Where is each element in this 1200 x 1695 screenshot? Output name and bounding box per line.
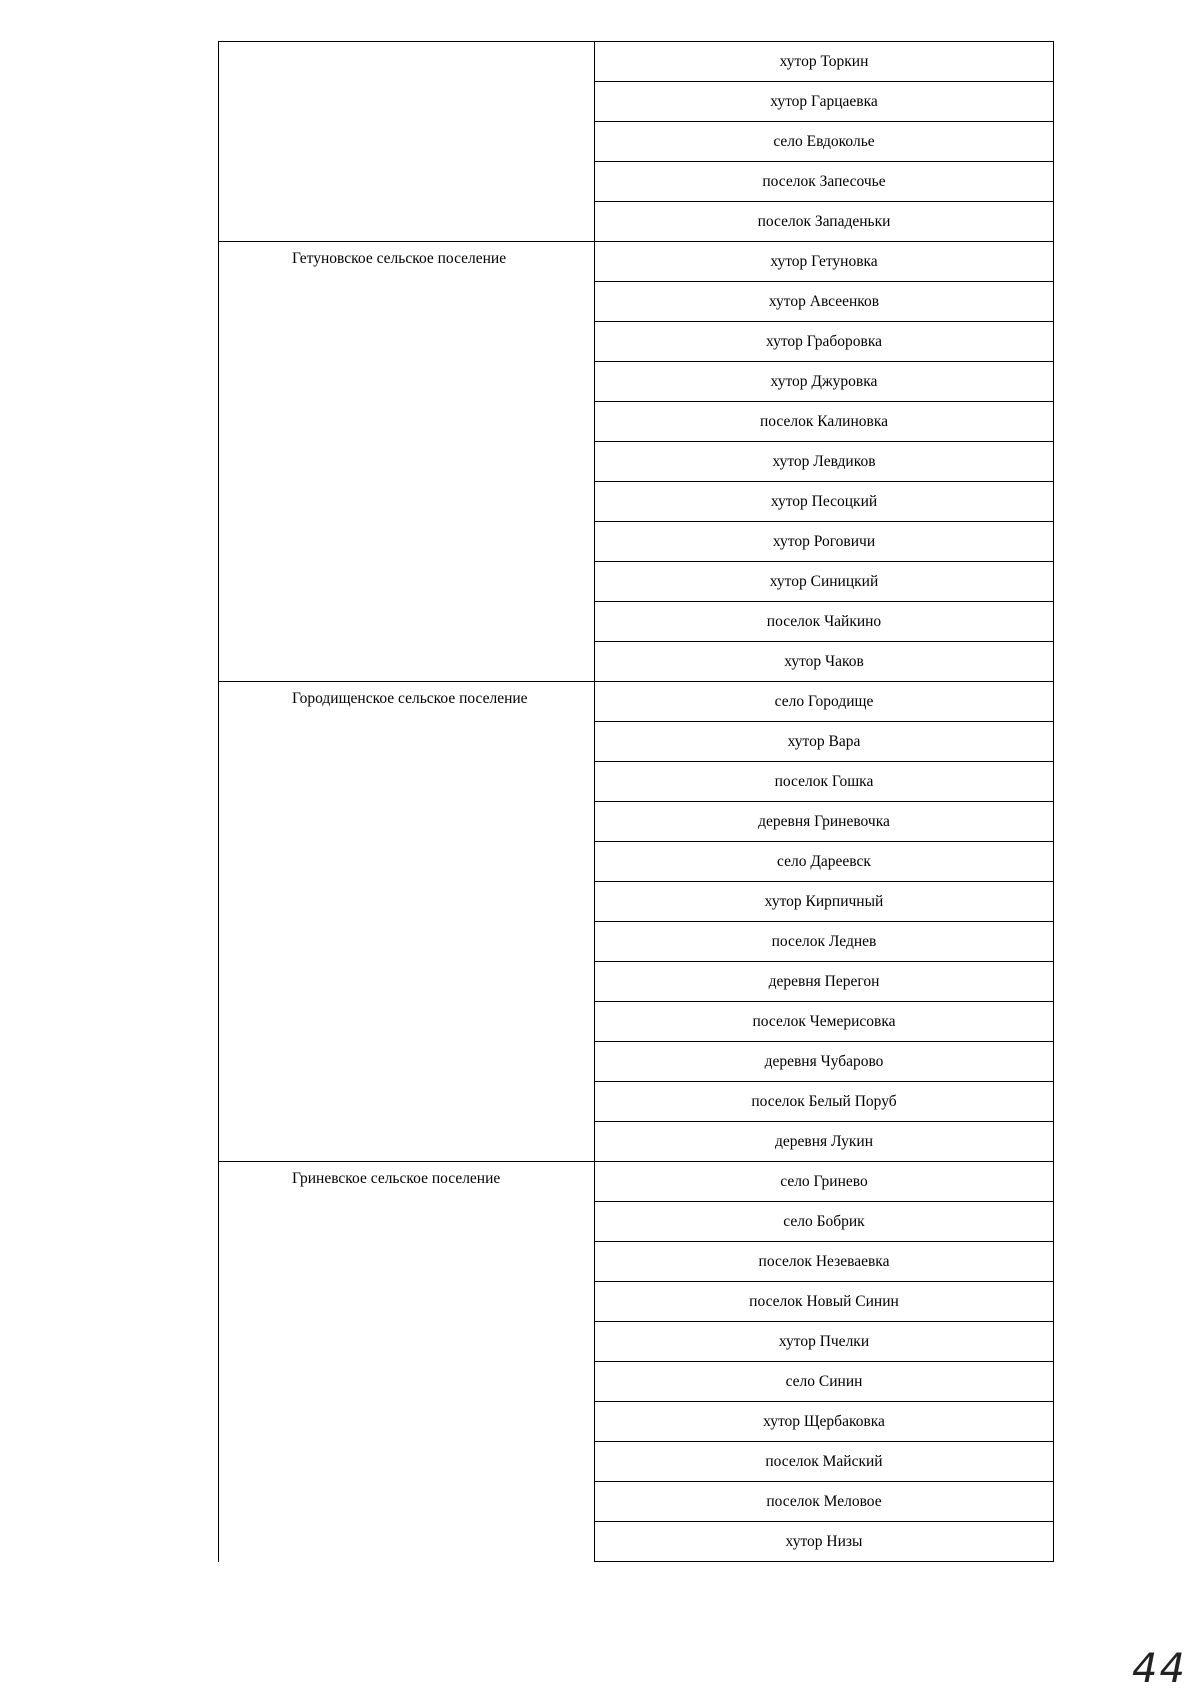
settlement-cell: поселок Майский xyxy=(595,1442,1054,1482)
settlement-cell: хутор Граборовка xyxy=(595,322,1054,362)
settlement-cell: хутор Песоцкий xyxy=(595,482,1054,522)
settlement-cell: поселок Незеваевка xyxy=(595,1242,1054,1282)
settlement-cell: хутор Роговичи xyxy=(595,522,1054,562)
settlement-cell: поселок Новый Синин xyxy=(595,1282,1054,1322)
settlement-cell: поселок Меловое xyxy=(595,1482,1054,1522)
settlement-cell: поселок Белый Поруб xyxy=(595,1082,1054,1122)
settlements-table-body xyxy=(219,42,1054,1562)
settlement-cell: хутор Джуровка xyxy=(595,362,1054,402)
settlement-cell: село Бобрик xyxy=(595,1202,1054,1242)
settlement-cell: поселок Гошка xyxy=(595,762,1054,802)
settlement-cell: поселок Чемерисовка xyxy=(595,1002,1054,1042)
settlement-cell: хутор Гетуновка xyxy=(595,242,1054,282)
municipality-cell: Гетуновское сельское поселение xyxy=(219,242,595,682)
settlement-cell: хутор Щербаковка xyxy=(595,1402,1054,1442)
settlement-cell: село Дареевск xyxy=(595,842,1054,882)
settlement-cell: хутор Левдиков xyxy=(595,442,1054,482)
settlement-cell: хутор Низы xyxy=(595,1522,1054,1562)
municipality-cell: Городищенское сельское поселение xyxy=(219,682,595,1162)
settlement-cell: поселок Запесочье xyxy=(595,162,1054,202)
settlement-cell: хутор Пчелки xyxy=(595,1322,1054,1362)
settlement-cell: поселок Леднев xyxy=(595,922,1054,962)
table-row xyxy=(219,682,1054,722)
page-number: 44 xyxy=(1132,1646,1187,1692)
settlement-cell: поселок Чайкино xyxy=(595,602,1054,642)
municipality-cell xyxy=(219,42,595,242)
settlement-cell: деревня Перегон xyxy=(595,962,1054,1002)
settlement-cell: село Гринево xyxy=(595,1162,1054,1202)
table-row xyxy=(219,42,1054,82)
municipality-cell: Гриневское сельское поселение xyxy=(219,1162,595,1562)
settlement-cell: хутор Торкин xyxy=(595,42,1054,82)
settlement-cell: хутор Кирпичный xyxy=(595,882,1054,922)
settlement-cell: поселок Калиновка xyxy=(595,402,1054,442)
table-row xyxy=(219,1162,1054,1202)
settlement-cell: хутор Чаков xyxy=(595,642,1054,682)
settlement-cell: деревня Чубарово xyxy=(595,1042,1054,1082)
settlement-cell: хутор Авсеенков xyxy=(595,282,1054,322)
settlement-cell: село Синин xyxy=(595,1362,1054,1402)
settlements-table xyxy=(218,41,1054,1562)
settlement-cell: деревня Гриневочка xyxy=(595,802,1054,842)
settlement-cell: село Евдоколье xyxy=(595,122,1054,162)
settlement-cell: хутор Вара xyxy=(595,722,1054,762)
table-row xyxy=(219,242,1054,282)
settlement-cell: хутор Гарцаевка xyxy=(595,82,1054,122)
settlement-cell: хутор Синицкий xyxy=(595,562,1054,602)
settlement-cell: поселок Западеньки xyxy=(595,202,1054,242)
settlement-cell: деревня Лукин xyxy=(595,1122,1054,1162)
settlement-cell: село Городище xyxy=(595,682,1054,722)
